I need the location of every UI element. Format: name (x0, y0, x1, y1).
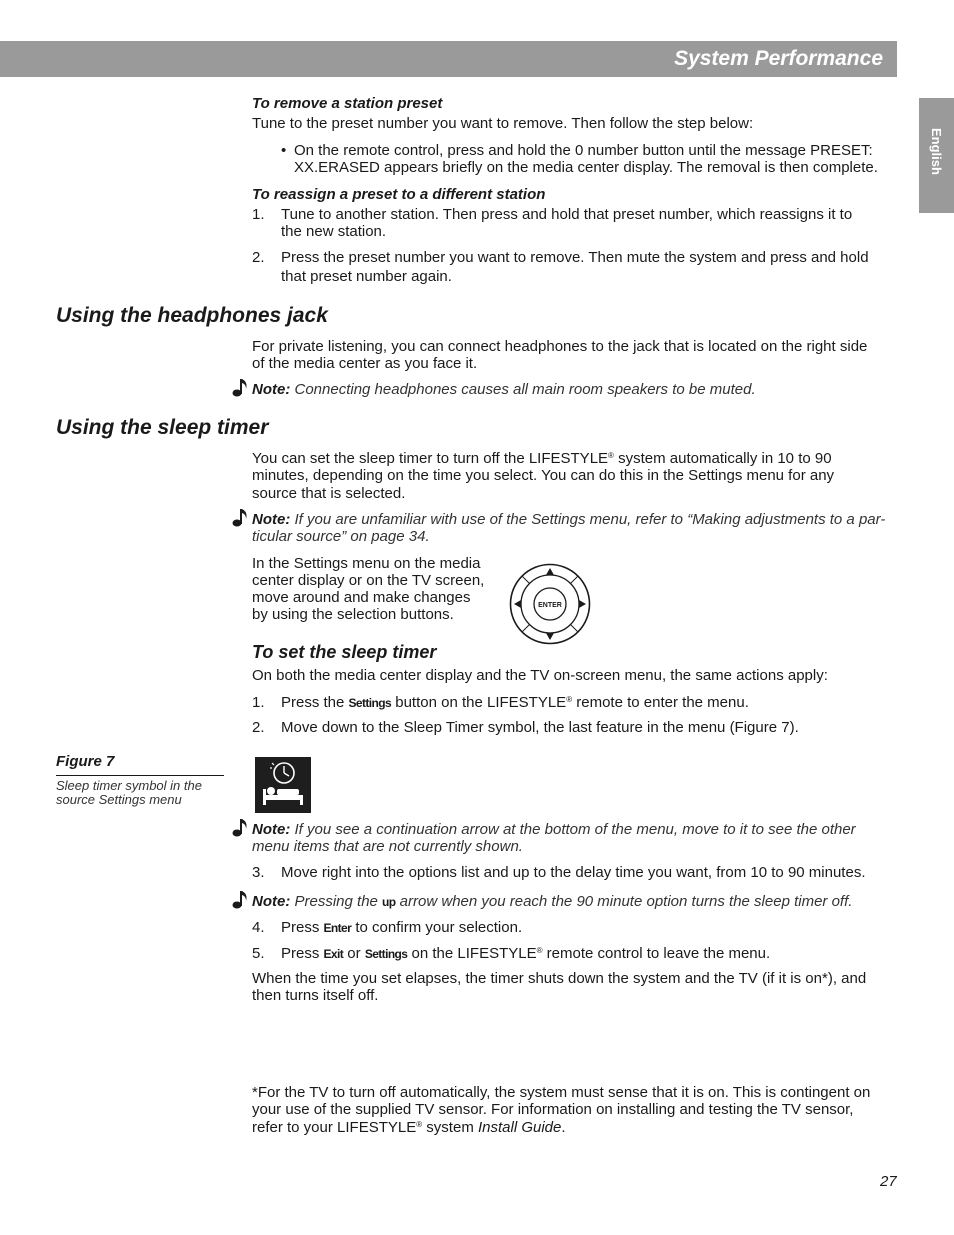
up-arrow-note-a: Pressing the (294, 893, 383, 910)
figure-label: Figure 7 (56, 753, 115, 770)
headphones-text-line2: of the media center as you face it. (252, 355, 478, 372)
bullet-mark: • (281, 142, 287, 159)
language-tab (919, 98, 954, 213)
continuation-note-line1: If you see a continuation arrow at the bottom of the menu, move to it to see the other (294, 821, 856, 838)
figure-caption-line1: Sleep timer symbol in the (56, 778, 202, 793)
install-guide-title: Install Guide (477, 1119, 562, 1136)
note-label: Note: (252, 893, 291, 910)
remove-preset-bullet-line1: On the remote control, press and hold the 0 number button until the message PRESET: (294, 142, 873, 159)
reassign-step-2-line2: that preset number again. (281, 268, 452, 285)
footnote-line3 (252, 1119, 898, 1136)
set-timer-step-5 (281, 945, 897, 963)
elapse-text-line1: When the time you set elapses, the timer shuts down the system and the TV (if it is on*), and (252, 970, 867, 987)
sleep-timer-text-line2: minutes, depending on the time you select. You can do this in the Settings menu for any (252, 467, 835, 484)
step-1-text-c: remote to enter the menu. (572, 694, 749, 711)
step-number: 3. (252, 864, 265, 881)
set-timer-step-4 (281, 919, 897, 937)
footnote-3d: . (561, 1119, 566, 1136)
note-label: Note: (252, 821, 291, 838)
selection-buttons-diagram (508, 562, 592, 646)
set-timer-step-3: Move right into the options list and up to the delay time you want, from 10 to 90 minutes. (281, 864, 866, 881)
step-5-or: or (343, 945, 365, 962)
music-note-icon (231, 508, 249, 528)
remove-preset-heading: To remove a station preset (252, 95, 443, 112)
step-number: 2. (252, 719, 265, 736)
reassign-step-number: 1. (252, 206, 265, 223)
reassign-step-1-line1: Tune to another station. Then press and hold that preset number, which reassigns it to (281, 206, 853, 223)
step-number: 5. (252, 945, 265, 962)
step-5-text-a: Press (281, 945, 324, 962)
figure-rule (56, 775, 224, 776)
page-title: System Performance (674, 47, 883, 70)
reassign-preset-heading: To reassign a preset to a different station (252, 186, 546, 203)
reassign-step-2-line1: Press the preset number you want to remove. Then mute the system and press and hold (281, 249, 869, 266)
registered-mark: ® (566, 695, 573, 704)
step-number: 1. (252, 694, 265, 711)
set-sleep-timer-heading: To set the sleep timer (252, 642, 437, 662)
step-4-text-b: to confirm your selection. (351, 919, 523, 936)
elapse-text-line2: then turns itself off. (252, 987, 379, 1004)
settings-button-label: Settings (364, 947, 408, 961)
up-button-label: up (382, 895, 396, 909)
note-label: Note: (252, 511, 291, 528)
sleep-timer-text-line3: source that is selected. (252, 485, 406, 502)
up-arrow-note-b: arrow when you reach the 90 minute option turns the sleep timer off. (395, 893, 853, 910)
footnote-line2: your use of the supplied TV sensor. For information on installing and testing the TV sensor, (252, 1101, 854, 1118)
settings-button-label: Settings (348, 696, 392, 710)
exit-button-label: Exit (323, 947, 344, 961)
continuation-note-line2: menu items that are not currently shown. (252, 838, 523, 855)
step-5-text-b: on the LIFESTYLE (407, 945, 537, 962)
step-5-text-c: remote control to leave the menu. (542, 945, 771, 962)
note-label: Note: (252, 381, 291, 398)
music-note-icon (231, 378, 249, 398)
set-timer-step-1 (281, 694, 897, 712)
step-1-text-a: Press the (281, 694, 349, 711)
settings-note-line2: ticular source” on page 34. (252, 528, 430, 545)
settings-note-line1: If you are unfamiliar with use of the Settings menu, refer to “Making adjustments to a par- (294, 511, 886, 528)
settings-menu-line: In the Settings menu on the media (252, 555, 481, 572)
sleep-timer-text-line1 (252, 450, 898, 467)
headphones-note-text: Connecting headphones causes all main room speakers to be muted. (294, 381, 756, 398)
set-timer-step-2: Move down to the Sleep Timer symbol, the last feature in the menu (Figure 7). (281, 719, 799, 736)
reassign-step-1-line2: the new station. (281, 223, 387, 240)
sleep-timer-icon (255, 757, 311, 813)
sleep-timer-text-1b: system automatically in 10 to 90 (613, 450, 832, 467)
registered-mark: ® (536, 946, 543, 955)
remove-preset-intro: Tune to the preset number you want to remove. Then follow the step below: (252, 115, 754, 132)
headphones-heading: Using the headphones jack (56, 304, 328, 327)
footnote-3b: system (422, 1119, 478, 1136)
step-number: 4. (252, 919, 265, 936)
sleep-timer-heading: Using the sleep timer (56, 416, 269, 439)
set-timer-intro: On both the media center display and the TV on-screen menu, the same actions apply: (252, 667, 828, 684)
step-1-text-b: button on the LIFESTYLE (391, 694, 567, 711)
headphones-text-line1: For private listening, you can connect headphones to the jack that is located on the right side (252, 338, 868, 355)
registered-mark: ® (416, 1120, 423, 1129)
music-note-icon (231, 818, 249, 838)
settings-menu-line: center display or on the TV screen, (252, 572, 485, 589)
settings-menu-text (252, 555, 502, 623)
footnote-3a: refer to your LIFESTYLE (252, 1119, 417, 1136)
enter-button-label: Enter (323, 921, 352, 935)
registered-mark: ® (608, 451, 614, 460)
remove-preset-bullet-line2: XX.ERASED appears briefly on the media center display. The removal is then complete. (294, 159, 878, 176)
step-4-text-a: Press (281, 919, 324, 936)
page-number: 27 (880, 1173, 897, 1190)
sleep-timer-text-1a: You can set the sleep timer to turn off the LIFESTYLE (252, 450, 609, 467)
settings-menu-line: by using the selection buttons. (252, 606, 454, 623)
footnote-line1: *For the TV to turn off automatically, the system must sense that it is on. This is contingent on (252, 1084, 871, 1101)
music-note-icon (231, 890, 249, 910)
figure-caption-line2: source Settings menu (56, 792, 182, 807)
header-bar (0, 41, 897, 77)
reassign-step-number: 2. (252, 249, 265, 266)
settings-menu-line: move around and make changes (252, 589, 471, 606)
language-label: English (929, 128, 944, 175)
enter-label: ENTER (538, 602, 562, 609)
